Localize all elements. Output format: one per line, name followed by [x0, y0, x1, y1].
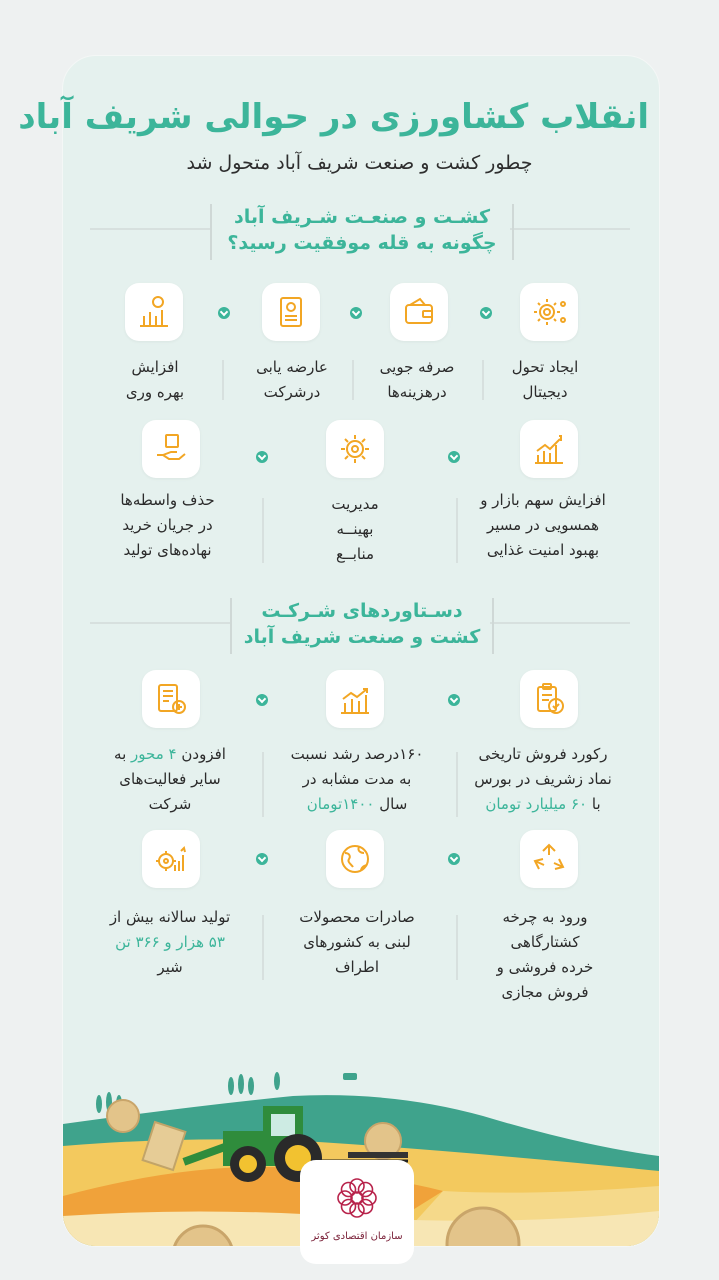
item-remove-intermediaries: حذف واسطه‌ها در جریان خرید نهاده‌های تولید [120, 491, 215, 559]
divider [262, 498, 264, 563]
achievement-sales-record: رکورد فروش تاریخی نماد زشریف در بورس با ۶۰ میلیارد تومان [474, 745, 612, 813]
wallet-icon [390, 283, 448, 341]
item-diagnosis: عارضه یابی درشرکت [256, 358, 328, 401]
achievement-retail-cycle: ورود به چرخه کشتارگاهی خرده فروشی و فروش مجازی [496, 908, 594, 1001]
section2-left-line [90, 622, 230, 624]
resource-gear-icon [326, 420, 384, 478]
achievement-new-axes: افزودن ۴ محور به سایر فعالیت‌های شرکت [114, 745, 226, 813]
flower-logo-icon [331, 1172, 383, 1224]
item-digital-transformation: ایجاد تحول دیجیتال [511, 358, 579, 401]
connector-dot [448, 451, 460, 463]
section1-heading-line2: چگونه به قله موفقیت رسید؟ [227, 232, 497, 254]
item-cost-saving: صرفه جویی درهزینه‌ها [379, 358, 455, 401]
page-subtitle: چطور کشت و صنعت شریف آباد متحول شد [186, 152, 533, 174]
section1-heading-line1: کشـت و صنعـت شـریف آباد [234, 206, 490, 228]
page-title: انقلاب کشاورزی در حوالی شریف آباد [18, 97, 649, 137]
divider [482, 360, 484, 400]
section2-heading-line1: دسـتاوردهای شـرکـت [261, 600, 463, 622]
list-add-icon [142, 670, 200, 728]
divider [456, 915, 458, 980]
recycle-icon [520, 830, 578, 888]
divider [456, 498, 458, 563]
connector-dot [256, 694, 268, 706]
organization-logo [300, 1160, 414, 1264]
divider [262, 752, 264, 817]
divider [222, 360, 224, 400]
digital-gear-icon [520, 283, 578, 341]
gear-chart-icon [142, 830, 200, 888]
section1-right-line [510, 228, 630, 230]
item-productivity: افزایش بهره وری [125, 358, 185, 401]
bar-growth-icon [326, 670, 384, 728]
connector-dot [448, 853, 460, 865]
achievement-milk-production: تولید سالانه بیش از ۵۳ هزار و ۳۶۶ تن شیر [109, 908, 231, 976]
achievement-growth: ۱۶۰درصد رشد نسبت به مدت مشابه در سال ۱۴۰۰تومان [290, 745, 424, 813]
connector-dot [350, 307, 362, 319]
clipboard-check-icon [520, 670, 578, 728]
divider [352, 360, 354, 400]
section2-heading-line2: کشت و صنعت شریف آباد [243, 626, 481, 648]
logo-caption: سازمان اقتصادی کوثر [311, 1231, 403, 1242]
connector-dot [480, 307, 492, 319]
divider [456, 752, 458, 817]
market-growth-icon [520, 420, 578, 478]
connector-dot [256, 451, 268, 463]
divider [262, 915, 264, 980]
section1-heading [210, 204, 514, 260]
hand-box-icon [142, 420, 200, 478]
document-icon [262, 283, 320, 341]
connector-dot [218, 307, 230, 319]
item-resource-management: مدیریت بهینــه منابــع [331, 495, 379, 563]
section1-left-line [90, 228, 210, 230]
section2-heading [230, 598, 494, 654]
productivity-chart-icon [125, 283, 183, 341]
connector-dot [256, 853, 268, 865]
globe-icon [326, 830, 384, 888]
section2-right-line [490, 622, 630, 624]
achievement-dairy-export: صادرات محصولات لبنی به کشورهای اطراف [299, 908, 415, 976]
connector-dot [448, 694, 460, 706]
item-market-share: افزایش سهم بازار و همسویی در مسیر بهبود امنیت غذایی [480, 491, 606, 559]
